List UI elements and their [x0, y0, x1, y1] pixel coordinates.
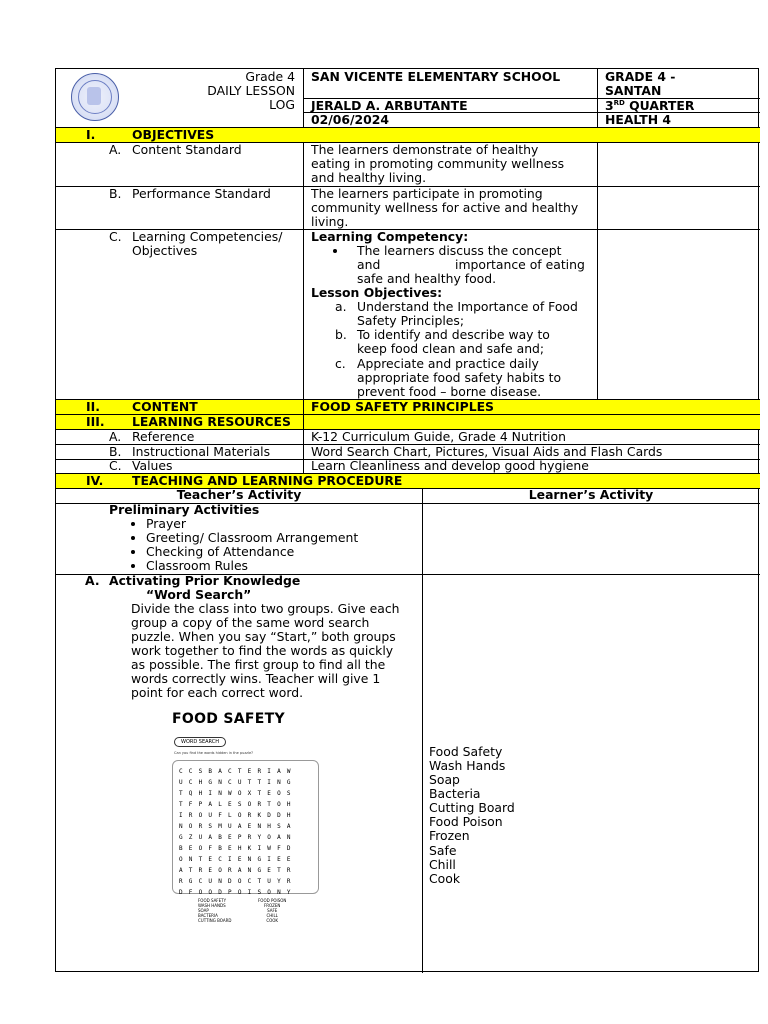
- objective-letter: a.: [335, 299, 347, 314]
- objective-line: keep food clean and safe and;: [357, 341, 545, 356]
- bullet: [131, 564, 135, 568]
- grade-section-line2: SANTAN: [605, 83, 662, 98]
- preliminary-item: Greeting/ Classroom Arrangement: [146, 530, 359, 545]
- bullet: [333, 249, 337, 253]
- lesson-log-page: [55, 68, 759, 972]
- content-num: II.: [86, 399, 100, 414]
- content-standard-label: Content Standard: [132, 142, 242, 157]
- word-list-left: [198, 898, 231, 923]
- learner-answer: Food Poison: [429, 814, 503, 829]
- header-daily-lesson: DAILY LESSON: [207, 83, 295, 98]
- resource-letter: C.: [109, 458, 122, 473]
- grid-row: DFOODPOISONY: [179, 889, 297, 896]
- learner-activity-header: Learner’s Activity: [528, 487, 654, 502]
- grid-row: ATREORANGETR: [179, 867, 297, 874]
- quarter: 3RD QUARTER: [605, 98, 695, 113]
- objective-line: To identify and describe way to: [357, 327, 550, 342]
- deped-seal-logo: [71, 73, 119, 121]
- preliminary-heading: Preliminary Activities: [109, 502, 260, 517]
- resource-letter: A.: [109, 429, 122, 444]
- content-standard-line: eating in promoting community wellness: [311, 156, 565, 171]
- learner-answer: Cutting Board: [429, 800, 515, 815]
- content-standard-line: and healthy living.: [311, 170, 427, 185]
- competency-line: safe and healthy food.: [357, 271, 497, 286]
- word-search-puzzle-image: [168, 706, 326, 934]
- preliminary-item: Classroom Rules: [146, 558, 249, 573]
- resource-value: Word Search Chart, Pictures, Visual Aids and Flash Cards: [311, 444, 663, 459]
- competencies-label: Objectives: [132, 243, 198, 258]
- resource-label: Instructional Materials: [132, 444, 271, 459]
- header-log: LOG: [269, 97, 295, 112]
- content-standard-letter: A.: [109, 142, 122, 157]
- competency-line: importance of eating: [455, 257, 585, 272]
- competency-line: The learners discuss the concept: [357, 243, 562, 258]
- resource-label: Values: [132, 458, 173, 473]
- procedure-heading: TEACHING AND LEARNING PROCEDURE: [132, 473, 403, 488]
- resource-value: Learn Cleanliness and develop good hygiene: [311, 458, 589, 473]
- performance-standard-letter: B.: [109, 186, 122, 201]
- performance-standard-line: community wellness for active and healthy: [311, 200, 579, 215]
- word-list-item: FOOD SAFETY: [198, 898, 227, 903]
- objectives-num: I.: [86, 127, 96, 142]
- word-list-item: BACTERIA: [198, 913, 218, 918]
- resources-heading: LEARNING RESOURCES: [132, 414, 291, 429]
- objective-line: appropriate food safety habits to: [357, 370, 562, 385]
- objective-line: Understand the Importance of Food: [357, 299, 578, 314]
- objectives-heading: OBJECTIVES: [132, 127, 215, 142]
- content-standard-line: The learners demonstrate of healthy: [311, 142, 539, 157]
- word-list-item: CUTTING BOARD: [198, 918, 232, 923]
- word-list-item: FROZEN: [263, 903, 281, 908]
- activity-instruction-line: point for each correct word.: [131, 685, 304, 700]
- bullet: [131, 550, 135, 554]
- learner-answer: Soap: [429, 772, 460, 787]
- content-heading: CONTENT: [132, 399, 198, 414]
- activating-letter: A.: [85, 573, 100, 588]
- lesson-objectives-heading: Lesson Objectives:: [311, 285, 443, 300]
- objective-line: prevent food – borne disease.: [357, 384, 542, 399]
- performance-standard-line: living.: [311, 214, 349, 229]
- performance-standard-line: The learners participate in promoting: [311, 186, 543, 201]
- objective-line: Safety Principles;: [357, 313, 465, 328]
- learner-answer: Cook: [429, 871, 460, 886]
- competencies-letter: C.: [109, 229, 122, 244]
- content-value: FOOD SAFETY PRINCIPLES: [311, 399, 494, 414]
- grade-section-line1: GRADE 4 -: [605, 69, 676, 84]
- teacher-activity-header: Teacher’s Activity: [176, 487, 302, 502]
- school-name: SAN VICENTE ELEMENTARY SCHOOL: [311, 69, 561, 84]
- learner-answer: Safe: [429, 843, 457, 858]
- word-list-item: CHILL: [266, 913, 278, 918]
- activity-instruction-line: as possible. The first group to find all the: [131, 657, 386, 672]
- grid-row: TQHINWOXTEOS: [179, 790, 297, 797]
- word-list-right: [258, 898, 286, 923]
- word-search-title: FOOD SAFETY: [172, 711, 285, 727]
- grid-row: RGCUNDOCTUYR: [179, 878, 297, 885]
- grid-row: UCHGNCUTTING: [179, 779, 297, 786]
- header-grade: Grade 4: [245, 69, 295, 84]
- word-list-item: COOK: [266, 918, 279, 923]
- activity-instruction-line: Divide the class into two groups. Give each: [131, 601, 400, 616]
- objective-letter: c.: [335, 356, 346, 371]
- resource-letter: B.: [109, 444, 122, 459]
- resources-num: III.: [86, 414, 105, 429]
- activity-instruction-line: words correctly wins. Teacher will give 1: [131, 671, 381, 686]
- grid-row: CCSBACTERIAW: [179, 768, 297, 775]
- word-search-note: Can you find the words hidden in the puzzle?: [174, 751, 253, 755]
- competencies-label: Learning Competencies/: [132, 229, 283, 244]
- lesson-date: 02/06/2024: [311, 112, 390, 127]
- word-search-subtitle: WORD SEARCH: [174, 737, 226, 747]
- preliminary-item: Prayer: [146, 516, 186, 531]
- learner-answer: Frozen: [429, 828, 470, 843]
- procedure-num: IV.: [86, 473, 104, 488]
- word-list-item: FOOD POISON: [258, 898, 287, 903]
- word-search-activity-title: “Word Search”: [146, 587, 252, 602]
- activity-instruction-line: puzzle. When you say “Start,” both groups: [131, 629, 396, 644]
- objective-line: Appreciate and practice daily: [357, 356, 539, 371]
- bullet: [131, 536, 135, 540]
- learner-answer: Bacteria: [429, 786, 481, 801]
- resource-label: Reference: [132, 429, 195, 444]
- learner-answer: Chill: [429, 857, 456, 872]
- activity-instruction-line: work together to find the words as quickly: [131, 643, 394, 658]
- learner-answer: Food Safety: [429, 744, 503, 759]
- resource-value: K-12 Curriculum Guide, Grade 4 Nutrition: [311, 429, 566, 444]
- word-list-item: SAFE: [267, 908, 278, 913]
- word-search-grid: [172, 760, 319, 894]
- grid-row: TFPALESORTOH: [179, 801, 297, 808]
- word-list-item: WASH HANDS: [198, 903, 226, 908]
- bullet: [131, 522, 135, 526]
- grid-row: IROUFLORKDDH: [179, 812, 297, 819]
- competency-line: and: [357, 257, 381, 272]
- activating-heading: Activating Prior Knowledge: [109, 573, 301, 588]
- grid-row: BEOFBEHKIWFD: [179, 845, 297, 852]
- grid-row: NORSMUAENHSA: [179, 823, 297, 830]
- objective-letter: b.: [335, 327, 347, 342]
- learner-answer: Wash Hands: [429, 758, 506, 773]
- preliminary-item: Checking of Attendance: [146, 544, 295, 559]
- subject: HEALTH 4: [605, 112, 672, 127]
- teacher-name: JERALD A. ARBUTANTE: [311, 98, 468, 113]
- word-list-item: SOAP: [198, 908, 209, 913]
- performance-standard-label: Performance Standard: [132, 186, 271, 201]
- grid-row: ONTECIENGIEE: [179, 856, 297, 863]
- grid-row: GZUABEPRYOAN: [179, 834, 297, 841]
- learning-competency-heading: Learning Competency:: [311, 229, 469, 244]
- activity-instruction-line: group a copy of the same word search: [131, 615, 370, 630]
